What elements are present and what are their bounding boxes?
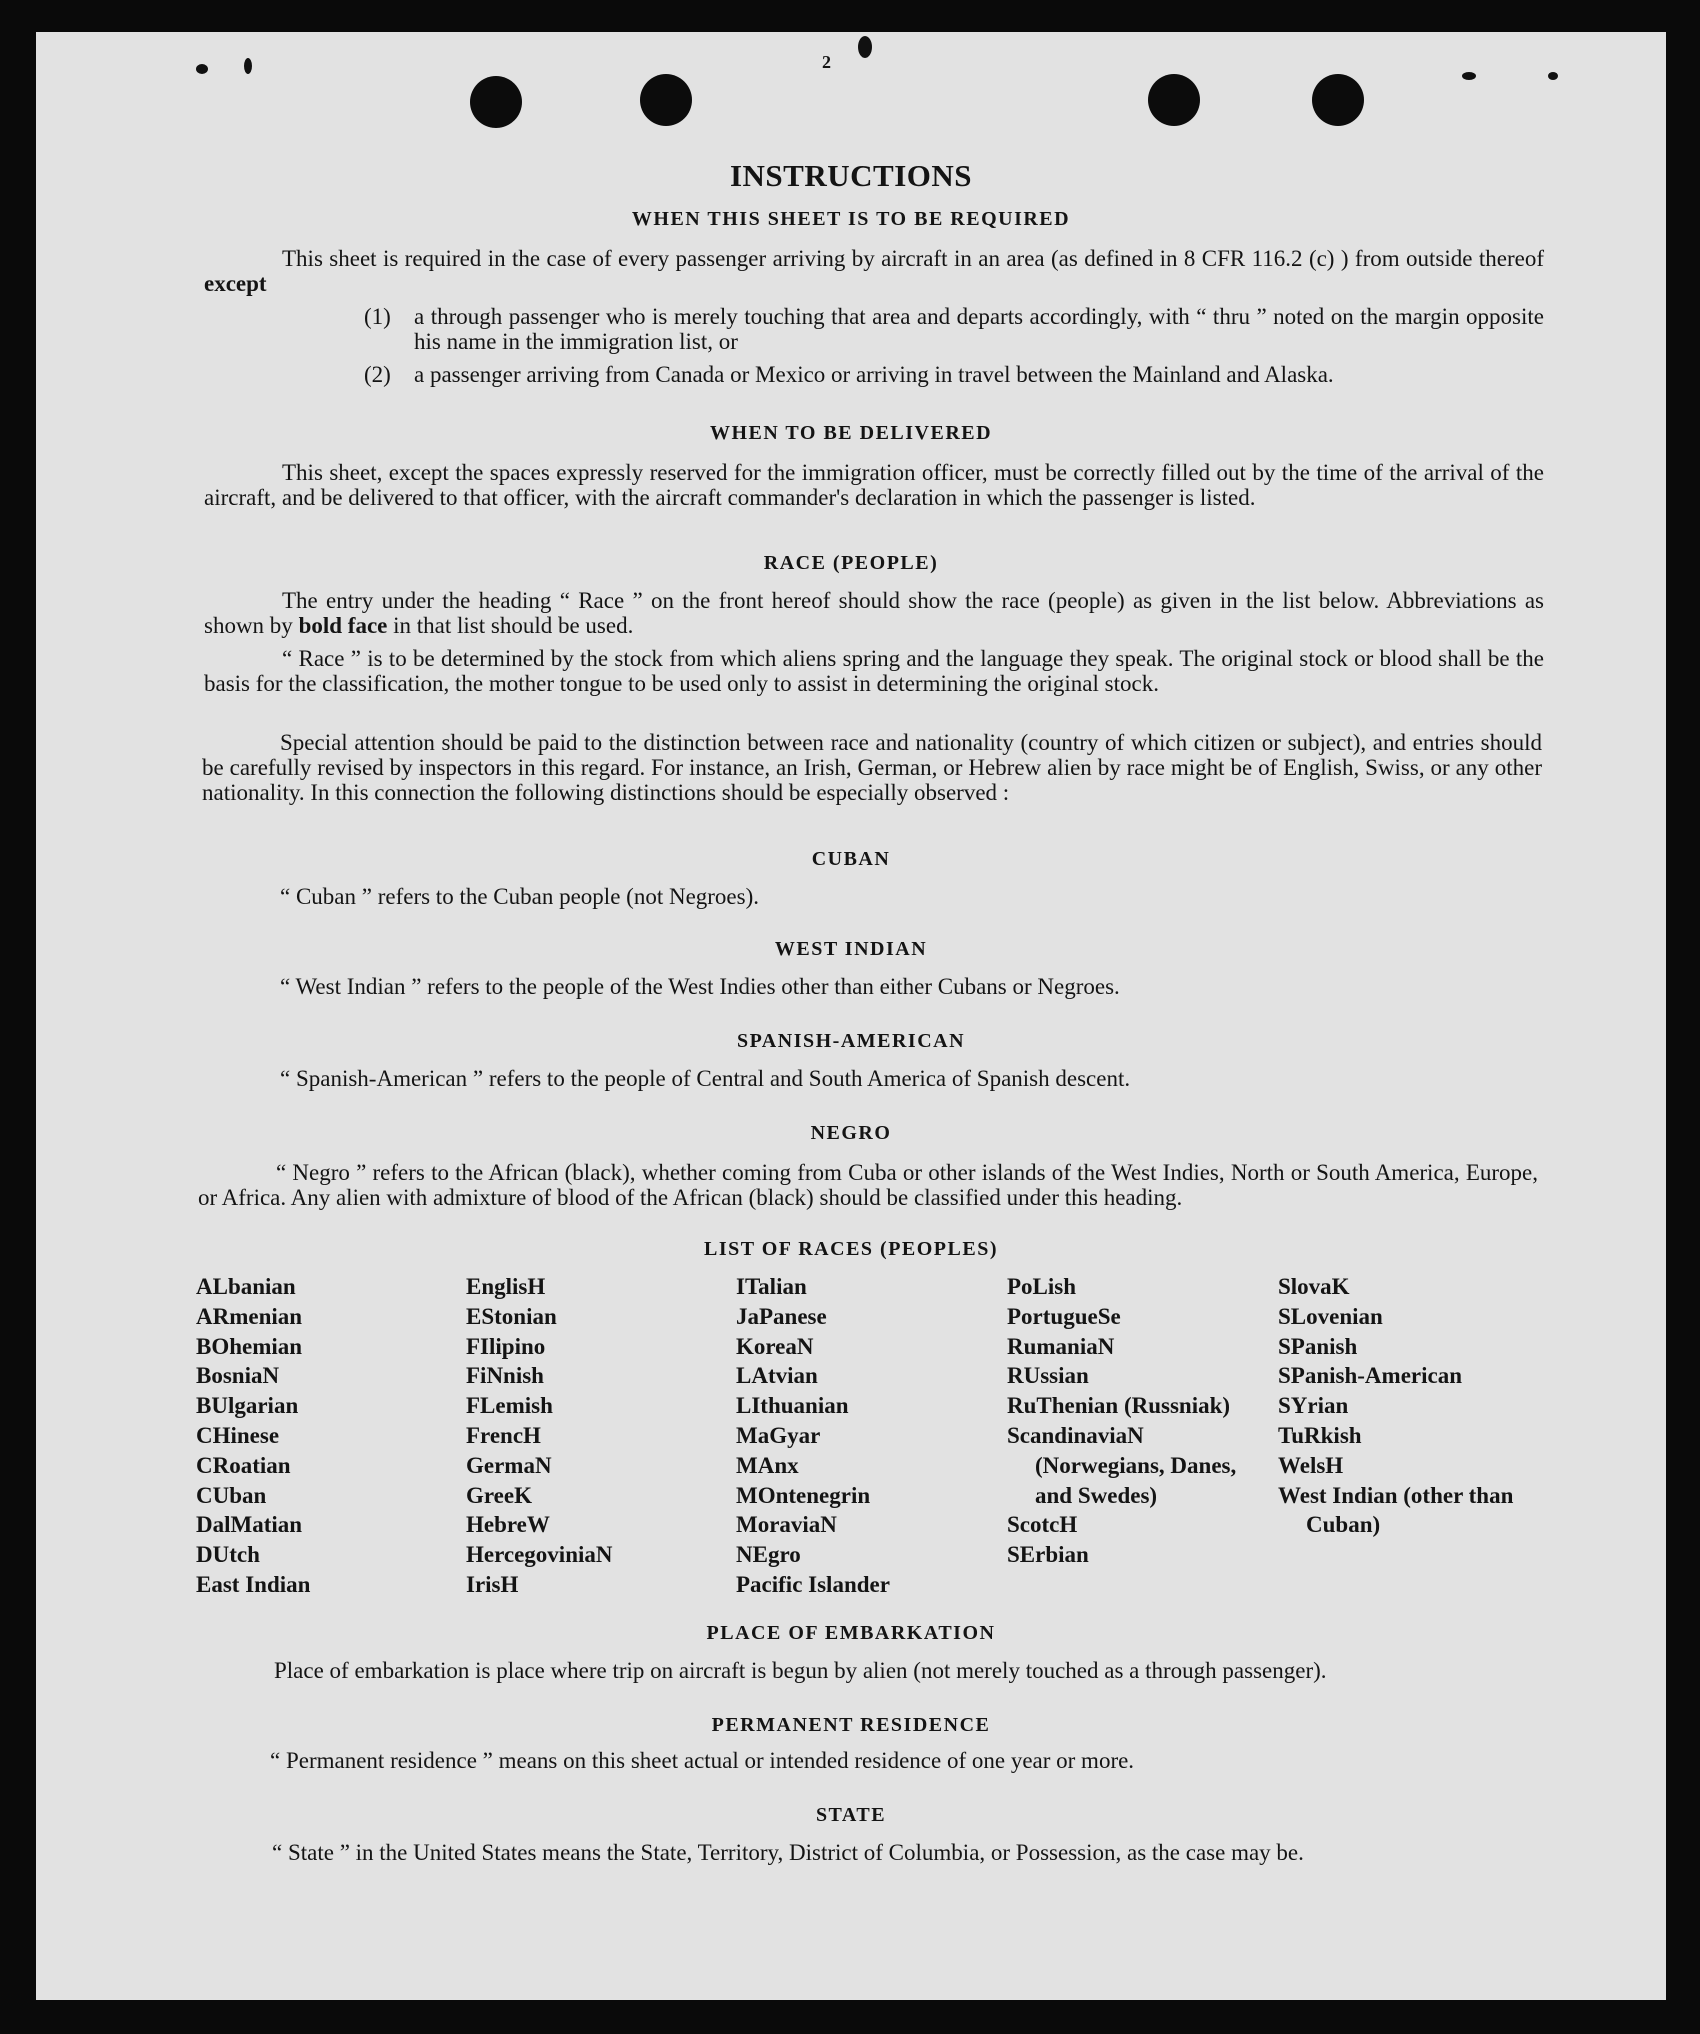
intro-except: except xyxy=(204,271,267,296)
race-list-item: MAnx xyxy=(736,1452,799,1478)
heading-state: STATE xyxy=(815,1804,887,1826)
race-list-item: West Indian (other than Cuban) xyxy=(1278,1482,1514,1538)
ink-speck xyxy=(858,36,872,58)
race-list-item: ALbanian xyxy=(196,1274,296,1299)
race-list-item: ScandinaviaN (Norwegians, Danes, and Swedes) xyxy=(1007,1422,1237,1508)
race-list-item: FLemish xyxy=(466,1393,553,1419)
race-list-item: JaPanese xyxy=(736,1303,827,1329)
race-list-item: SlovaK xyxy=(1278,1274,1350,1299)
when-required-intro xyxy=(204,246,1544,296)
heading-permanent-residence: PERMANENT RESIDENCE xyxy=(711,1714,991,1736)
race-list-item: EnglisH xyxy=(466,1274,546,1299)
race-list-item: MoraviaN xyxy=(736,1512,837,1538)
heading-negro: NEGRO xyxy=(810,1122,892,1144)
race-list-item: PortugueSe xyxy=(1007,1303,1121,1329)
race-list-item: CUban xyxy=(196,1482,267,1508)
heading-place-of-embarkation: PLACE OF EMBARKATION xyxy=(706,1622,996,1644)
race-list-item: WelsH xyxy=(1278,1452,1344,1478)
permanent-residence-text: “ Permanent residence ” means on this sheet actual or intended residence of one year or more. xyxy=(270,1748,1135,1773)
race-paragraph-2: “ Race ” is to be determined by the stock from which aliens spring and the language they speak. The original stock or blood shall be the basis for the classification, the mother tongue to be used only to assist in determining the original stock. xyxy=(204,646,1544,696)
heading-when-required: WHEN THIS SHEET IS TO BE REQUIRED xyxy=(631,208,1071,230)
race-paragraph-1 xyxy=(204,588,1544,638)
race-paragraph-3: Special attention should be paid to the distinction between race and nationality (country of which citizen or subject), and entries should be carefully revised by inspectors in this regard. For instance, an Irish, German, or Hebrew alien by race might be of English, Swiss, or any other nationality. In this connection the following distinctions should be especially observed : xyxy=(202,730,1542,805)
race-list-item: CHinese xyxy=(196,1422,280,1448)
race-list-item: PoLish xyxy=(1007,1274,1077,1299)
when-delivered-text: This sheet, except the spaces expressly reserved for the immigration officer, must be correctly filled out by the time of the arrival of the aircraft, and be delivered to that officer, with the aircraft commander's declaration in which the passenger is listed. xyxy=(204,460,1544,510)
heading-when-delivered: WHEN TO BE DELIVERED xyxy=(709,422,993,444)
heading-list-of-races: LIST OF RACES (PEOPLES) xyxy=(703,1238,998,1260)
place-of-embarkation-text: Place of embarkation is place where trip on aircraft is begun by alien (not merely touched as a through passenger). xyxy=(274,1658,1327,1683)
race-list-item: KoreaN xyxy=(736,1333,814,1359)
race-list-item: GreeK xyxy=(466,1482,532,1508)
race-list-item: SYrian xyxy=(1278,1393,1349,1419)
list-item-text: a through passenger who is merely touching that area and departs accordingly, with “ thru ” noted on the margin opposite his name in the immigration list, or xyxy=(414,304,1544,354)
race-list-item: LIthuanian xyxy=(736,1393,849,1419)
spanish-american-text: “ Spanish-American ” refers to the people of Central and South America of Spanish descent. xyxy=(280,1066,1131,1091)
negro-text: “ Negro ” refers to the African (black), whether coming from Cuba or other islands of the West Indies, North or South America, Europe, or Africa. Any alien with admixture of blood of the African (black) should be classified under this heading. xyxy=(198,1160,1538,1210)
race-list-item: EStonian xyxy=(466,1303,557,1329)
race-list-item: LAtvian xyxy=(736,1363,818,1389)
punch-hole xyxy=(640,74,692,126)
race-list-item: DalMatian xyxy=(196,1512,303,1538)
intro-text: This sheet is required in the case of every passenger arriving by aircraft in an area (as defined in 8 CFR 116.2 (c) ) from outside thereof xyxy=(282,246,1544,271)
ink-speck xyxy=(1462,72,1476,80)
race-list-item: FiNnish xyxy=(466,1363,544,1389)
races-column-1 xyxy=(196,1272,466,1600)
race-list-item: RUssian xyxy=(1007,1363,1089,1389)
race-list-item: SPanish-American xyxy=(1278,1363,1462,1389)
race-list-item: SLovenian xyxy=(1278,1303,1383,1329)
list-item-number: (2) xyxy=(364,362,391,387)
race-list-item: CRoatian xyxy=(196,1452,291,1478)
race-list-item: HebreW xyxy=(466,1512,550,1538)
punch-hole xyxy=(470,76,522,128)
page-title: INSTRUCTIONS xyxy=(729,158,972,193)
state-text: “ State ” in the United States means the State, Territory, District of Columbia, or Possession, as the case may be. xyxy=(272,1840,1304,1865)
heading-cuban: CUBAN xyxy=(811,848,891,870)
cuban-text: “ Cuban ” refers to the Cuban people (not Negroes). xyxy=(280,884,760,909)
races-column-4 xyxy=(1007,1272,1251,1570)
races-column-5 xyxy=(1278,1272,1518,1540)
heading-race: RACE (PEOPLE) xyxy=(763,552,939,574)
race-p1-text: The entry under the heading “ Race ” on the front hereof should show the race (people) as given in the list below. Abbreviations as shown by xyxy=(204,588,1544,638)
west-indian-text: “ West Indian ” refers to the people of the West Indies other than either Cubans or Negroes. xyxy=(280,974,1120,999)
race-list-item: FIlipino xyxy=(466,1333,546,1359)
race-list-item: ScotcH xyxy=(1007,1512,1078,1538)
race-list-item: East Indian xyxy=(196,1571,311,1597)
race-list-item: IrisH xyxy=(466,1571,519,1597)
race-list-item: SErbian xyxy=(1007,1542,1089,1568)
race-list-item: Pacific Islander xyxy=(736,1571,890,1597)
race-list-item: SPanish xyxy=(1278,1333,1358,1359)
race-list-item: BUlgarian xyxy=(196,1393,299,1419)
race-list-item: TuRkish xyxy=(1278,1422,1362,1448)
races-column-3 xyxy=(736,1272,1006,1600)
page-number: 2 xyxy=(822,52,831,72)
race-list-item: BOhemian xyxy=(196,1333,303,1359)
heading-spanish-american: SPANISH-AMERICAN xyxy=(736,1030,966,1052)
race-p1-bold: bold face xyxy=(298,613,388,638)
ink-speck xyxy=(196,64,208,74)
race-list-item: NEgro xyxy=(736,1542,801,1568)
race-list-item: RumaniaN xyxy=(1007,1333,1115,1359)
race-list-item: HercegoviniaN xyxy=(466,1542,613,1568)
race-list-item: BosniaN xyxy=(196,1363,280,1389)
race-list-item: GermaN xyxy=(466,1452,552,1478)
document-page xyxy=(36,32,1666,2000)
list-item-number: (1) xyxy=(364,304,391,329)
race-list-item: DUtch xyxy=(196,1542,260,1568)
race-p1-text-end: in that list should be used. xyxy=(393,613,634,638)
race-list-item: FrencH xyxy=(466,1422,541,1448)
race-list-item: ITalian xyxy=(736,1274,807,1299)
heading-west-indian: WEST INDIAN xyxy=(774,938,928,960)
ink-speck xyxy=(1548,72,1558,80)
race-list-item: MaGyar xyxy=(736,1422,821,1448)
list-item-text: a passenger arriving from Canada or Mexico or arriving in travel between the Mainland and Alaska. xyxy=(414,362,1334,387)
punch-hole xyxy=(1312,74,1364,126)
punch-hole xyxy=(1148,74,1200,126)
race-list-item: RuThenian (Russniak) xyxy=(1007,1393,1231,1419)
races-column-2 xyxy=(466,1272,736,1600)
race-list-item: ARmenian xyxy=(196,1303,303,1329)
ink-speck xyxy=(244,58,252,74)
race-list-item: MOntenegrin xyxy=(736,1482,871,1508)
